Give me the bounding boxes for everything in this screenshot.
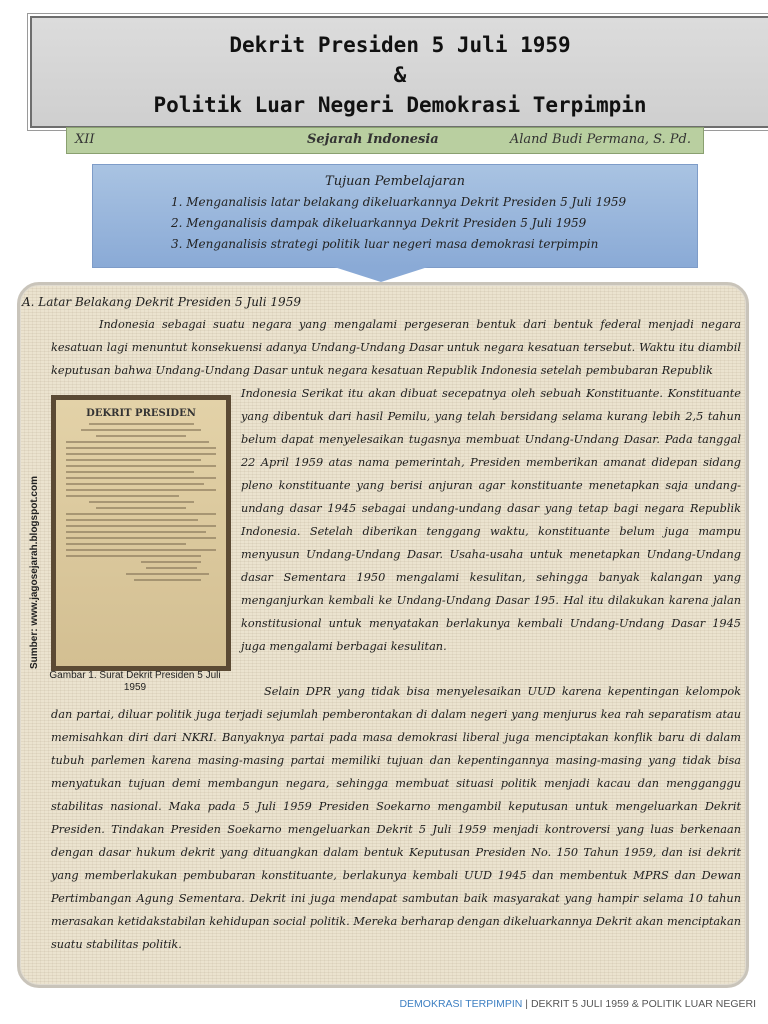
objective-item: 3. Menganalisis strategi politik luar negeri masa demokrasi terpimpin [171, 237, 599, 251]
document-paper [56, 400, 226, 666]
paragraph-intro: Indonesia sebagai suatu negara yang mengalami pergeseran bentuk dari bentuk federal menjadi negara kesatuan lagi menuntut konsekuensi adanya Undang-Undang Dasar untuk negara kesatuan tersebut. Waktu itu diambil keputusan bahwa Undang-Undang Dasar untuk negara kesatuan Republik Indonesia setelah pembubaran Republik [51, 318, 741, 377]
footer-topic: DEMOKRASI TERPIMPIN [399, 998, 523, 1010]
objective-item: 2. Menganalisis dampak dikeluarkannya Dekrit Presiden 5 Juli 1959 [171, 216, 587, 230]
figure-source: Sumber: www.jagosejarah.blogspot.com [29, 476, 40, 669]
footer-separator: | [522, 998, 531, 1010]
main-content-panel [17, 282, 749, 988]
down-arrow-icon [331, 266, 431, 282]
document-title: DEKRIT PRESIDEN [86, 408, 196, 419]
footer-title: DEKRIT 5 JULI 1959 & POLITIK LUAR NEGERI [530, 998, 756, 1010]
title-line-2: & [393, 63, 407, 87]
paragraph-second: Selain DPR yang tidak bisa menyelesaikan UUD karena kepentingan kelompok dan partai, diluar politik juga terjadi sejumlah pemberontakan di dalam negeri yang menjurus kea rah separatism atau memisahkan diri dari NKRI. Banyaknya partai pada masa demokrasi liberal juga menciptakan konflik baru di dalam tubuh parlemen karena masing-masing partai memiliki tujuan dan kepentingannya masing-masing yang tidak bisa menyatukan tujuan demi membangun negara, sehingga membuat situasi politik menjadi kacau dan mengganggu stabilitas nasional. Maka pada 5 Juli 1959 Presiden Soekarno mengambil keputusan untuk mengeluarkan Dekrit Presiden. Tindakan Presiden Soekarno mengeluarkan Dekrit 5 Juli 1959 menjadi kontroversi yang luas berkenaan dengan dasar hukum dekrit yang dituangkan dalam bentuk Keputusan Presiden No. 150 Tahun 1959, dan isi dekrit yang memberlakukan pembubaran konstituante, berlakunya kembali UUD 1945 dan membentuk MPRS dan Dewan Pertimbangan Agung Sementara. Dekrit ini juga mendapat sambutan baik masyarakat yang hampir selama 10 tahun merasakan ketidakstabilan kehidupan social politik. Mereka berharap dengan dikeluarkannya Dekrit akan menciptakan suatu stabilitas politik. [51, 685, 741, 951]
title-line-3: Politik Luar Negeri Demokrasi Terpimpin [153, 93, 647, 117]
subject-label: Sejarah Indonesia [307, 132, 439, 147]
section-heading: A. Latar Belakang Dekrit Presiden 5 Juli 1959 [22, 295, 301, 309]
dekrit-document-image [51, 395, 231, 671]
objective-item: 1. Menganalisis latar belakang dikeluarkannya Dekrit Presiden 5 Juli 1959 [171, 195, 627, 209]
paragraph-intro-continued: Indonesia Serikat itu akan dibuat secepatnya oleh sebuah Konstituante. Konstituante yang dibentuk dari hasil Pemilu, yang telah bersidang selama kurang lebih 2,5 tahun belum dapat menyelesaikan tugasnya membuat Undang-Undang Dasar. Pada tanggal 22 April 1959 atas nama pemerintah, Presiden memberikan amanat didepan sidang pleno konstituante yang berisi anjuran agar konstituante menetapkan saja undang-undang dasar 1945 sebagai undang-undang dasar yang tetap bagi negara Republik Indonesia. Setelah diberikan tenggang waktu, konstituante belum juga mampu menyusun Undang-Undang Dasar. Usaha-usaha untuk menetapkan Undang-Undang dasar Sementara 1950 mengalami kesulitan, sehingga banyak kalangan yang menganjurkan kembali ke Undang-Undang Dasar 195. Hal itu dilakukan karena jalan konstitusional untuk menyatakan berlakunya kembali Undang-Undang Dasar 1945 juga mengalami berbagai kesulitan. [241, 387, 741, 653]
page-footer [399, 998, 756, 1010]
objectives-title: Tujuan Pembelajaran [325, 174, 465, 189]
objectives-list [93, 192, 697, 255]
learning-objectives-box [92, 164, 698, 268]
page-header [30, 16, 768, 128]
subheader-bar [66, 127, 704, 154]
author-label: Aland Budi Permana, S. Pd. [509, 132, 691, 147]
figure-caption: Gambar 1. Surat Dekrit Presiden 5 Juli 1959 [49, 670, 221, 693]
class-label: XII [75, 132, 95, 147]
title-line-1: Dekrit Presiden 5 Juli 1959 [229, 33, 571, 57]
